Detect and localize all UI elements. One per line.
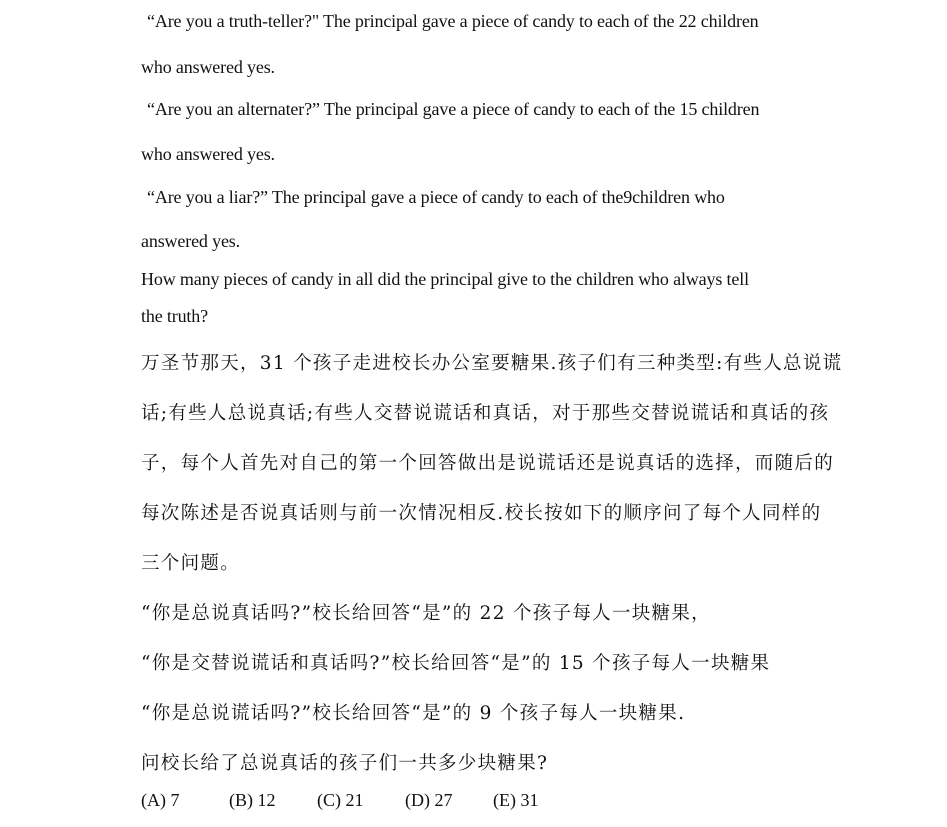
chinese-intro-line3: 子，每个人首先对自己的第一个回答做出是说谎话还是说真话的选择，而随后的 [141, 453, 835, 474]
option-b: (B) 12 [229, 790, 276, 810]
chinese-main-question: 问校长给了总说真话的孩子们一共多少块糖果? [141, 753, 549, 774]
chinese-intro-line2: 话;有些人总说真话;有些人交替说谎话和真话，对于那些交替说谎话和真话的孩 [141, 403, 830, 424]
option-e: (E) 31 [493, 790, 539, 810]
english-question2-line1: “Are you an alternater?” The principal gave a piece of candy to each of the 15 children [147, 99, 760, 119]
option-a: (A) 7 [141, 790, 180, 810]
option-c: (C) 21 [317, 790, 364, 810]
chinese-intro-line5: 三个问题。 [141, 553, 241, 574]
chinese-question3: “你是总说谎话吗?”校长给回答“是”的 9 个孩子每人一块糖果. [141, 703, 686, 724]
chinese-intro-line1: 万圣节那天，31 个孩子走进校长办公室要糖果.孩子们有三种类型:有些人总说谎 [141, 353, 843, 374]
chinese-question2: “你是交替说谎话和真话吗?”校长给回答“是”的 15 个孩子每人一块糖果 [141, 653, 771, 674]
english-question1-line1: “Are you a truth-teller?" The principal gave a piece of candy to each of the 22 children [147, 11, 759, 31]
english-main-question-line2: the truth? [141, 306, 208, 326]
english-question3-line1: “Are you a liar?” The principal gave a piece of candy to each of the9children who [147, 187, 725, 207]
option-d: (D) 27 [405, 790, 453, 810]
english-main-question-line1: How many pieces of candy in all did the principal give to the children who always tell [141, 269, 749, 289]
english-question2-line2: who answered yes. [141, 144, 275, 164]
chinese-question1: “你是总说真话吗?”校长给回答“是”的 22 个孩子每人一块糖果， [141, 603, 711, 624]
answer-options [141, 790, 581, 811]
english-question1-line2: who answered yes. [141, 57, 275, 77]
english-question3-line2: answered yes. [141, 231, 241, 251]
chinese-intro-line4: 每次陈述是否说真话则与前一次情况相反.校长按如下的顺序问了每个人同样的 [141, 503, 822, 524]
